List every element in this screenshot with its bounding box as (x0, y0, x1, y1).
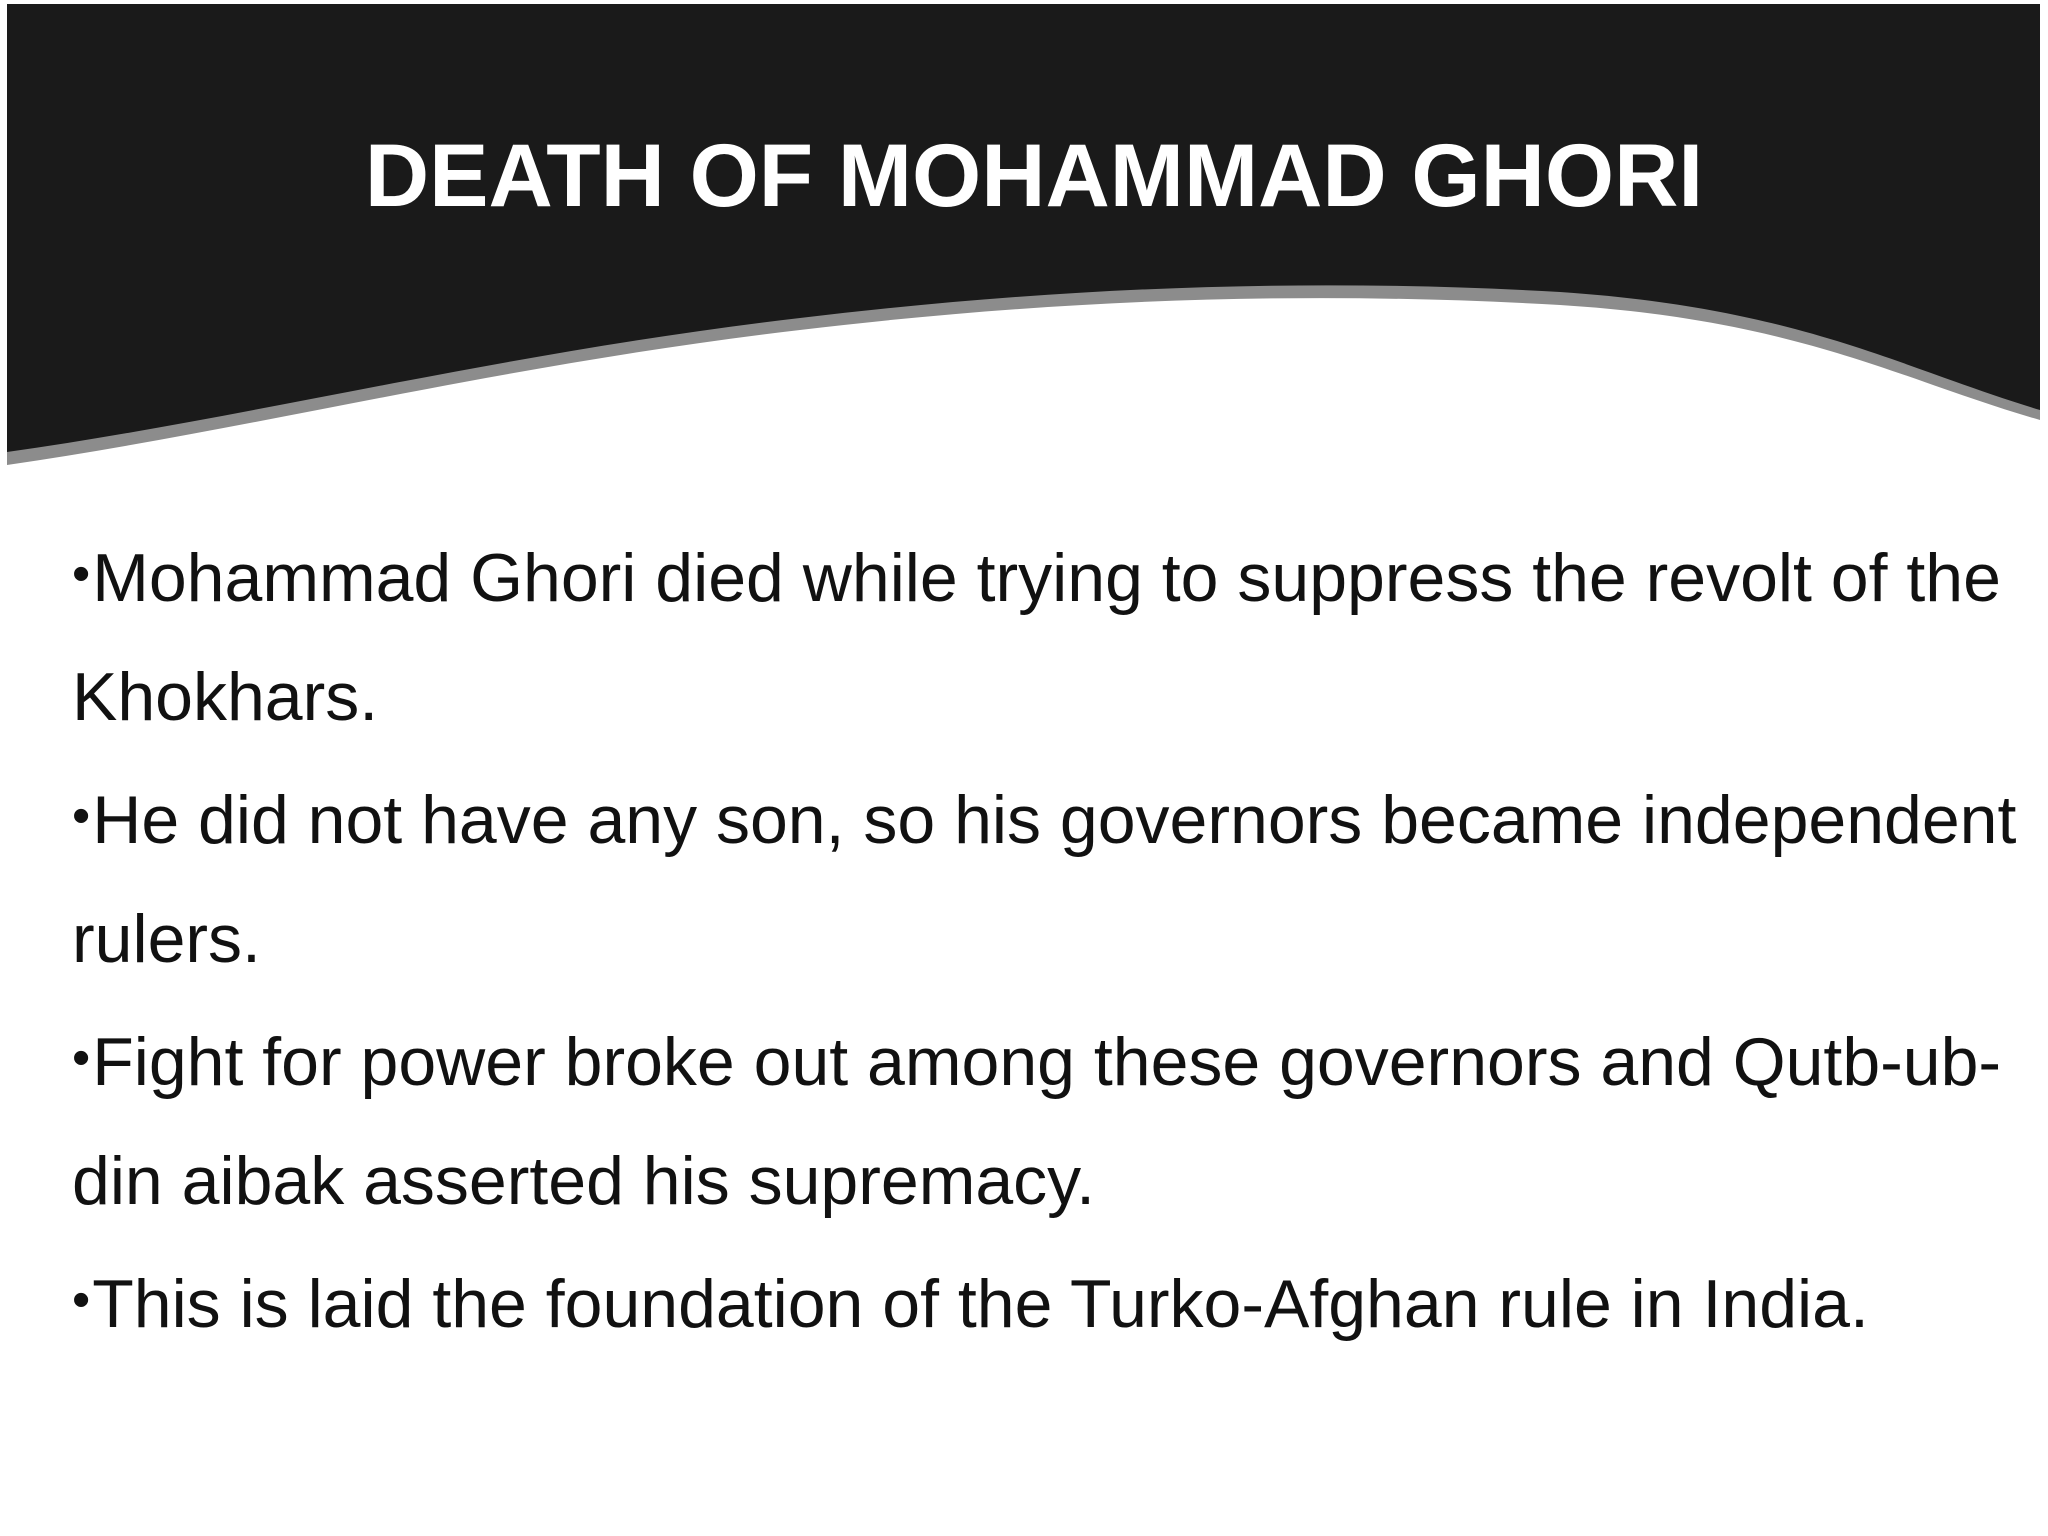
bullet-item (72, 757, 2022, 999)
bullet-icon: • (72, 545, 91, 603)
bullet-icon: • (72, 1029, 91, 1087)
bullet-text: This is laid the foundation of the Turko-Afghan rule in India. (92, 1266, 1869, 1342)
bullet-item (72, 1241, 2022, 1364)
bullet-list (72, 515, 2022, 1364)
bullet-text: Mohammad Ghori died while trying to suppress the revolt of the Khokhars. (72, 540, 2001, 735)
bullet-item (72, 999, 2022, 1241)
header-banner (0, 0, 2048, 480)
bullet-icon: • (72, 787, 91, 845)
bullet-text: Fight for power broke out among these governors and Qutb-ub-din aibak asserted his supremacy. (72, 1024, 2002, 1219)
bullet-icon: • (72, 1271, 91, 1329)
slide-title: DEATH OF MOHAMMAD GHORI (364, 125, 1704, 225)
bullet-text: He did not have any son, so his governors became independent rulers. (72, 782, 2017, 977)
bullet-item (72, 515, 2022, 757)
